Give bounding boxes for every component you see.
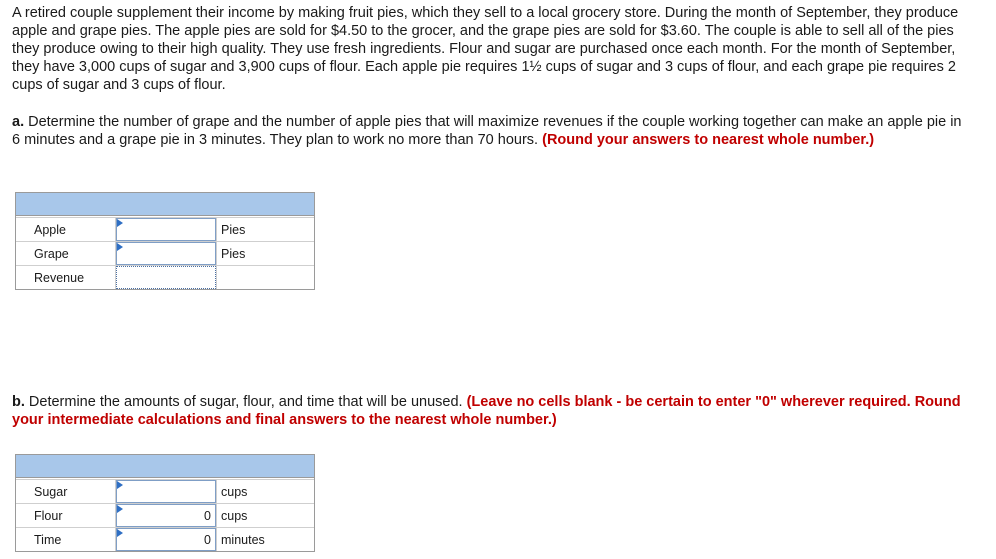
part-b-text: Determine the amounts of sugar, flour, and time that will be unused.: [24, 394, 467, 410]
part-a-instruction: (Round your answers to nearest whole number.): [542, 132, 875, 148]
part-b-question: [12, 393, 962, 429]
input-value: 0: [204, 508, 211, 523]
table-header: [16, 193, 314, 216]
sugar-unused-input[interactable]: [116, 480, 216, 503]
input-flag-icon: [117, 219, 123, 227]
part-b-label: b.: [12, 394, 25, 410]
row-label: Revenue: [16, 266, 116, 289]
input-value: 0: [204, 532, 211, 547]
input-flag-icon: [117, 529, 123, 537]
unit-label: [216, 266, 314, 289]
table-row-revenue: [16, 265, 314, 289]
table-row-apple: [16, 217, 314, 241]
part-a-text: Determine the number of grape and the number of apple pies that will maximize revenues if the couple working together can make an apple pie in 6 minutes and a grape pie in 3 minutes. They plan to work no more than 70 hours.: [12, 114, 962, 148]
part-a-question: [12, 113, 962, 149]
part-b-answer-table: [15, 454, 315, 552]
table-header: [16, 455, 314, 478]
grape-pies-input[interactable]: [116, 242, 216, 265]
unit-label: cups: [216, 504, 314, 527]
flour-unused-input[interactable]: [116, 504, 216, 527]
unit-label: minutes: [216, 528, 314, 551]
row-label: Time: [16, 528, 116, 551]
time-unused-input[interactable]: [116, 528, 216, 551]
part-a-answer-table: [15, 192, 315, 290]
revenue-field: [116, 266, 216, 289]
unit-label: cups: [216, 480, 314, 503]
row-label: Flour: [16, 504, 116, 527]
input-flag-icon: [117, 505, 123, 513]
table-row-flour: [16, 503, 314, 527]
part-a-label: a.: [12, 114, 25, 130]
row-label: Grape: [16, 242, 116, 265]
unit-label: Pies: [216, 242, 314, 265]
row-label: Sugar: [16, 480, 116, 503]
row-label: Apple: [16, 218, 116, 241]
unit-label: Pies: [216, 218, 314, 241]
apple-pies-input[interactable]: [116, 218, 216, 241]
input-flag-icon: [117, 481, 123, 489]
input-flag-icon: [117, 243, 123, 251]
table-row-sugar: [16, 479, 314, 503]
part-b-instruction: (Leave no cells blank - be certain to enter "0" wherever required. Round your intermediate calculations and final answers to the nearest whole number.): [12, 394, 961, 428]
problem-statement: A retired couple supplement their income by making fruit pies, which they sell to a local grocery store. During the month of September, they produce apple and grape pies. The apple pies are sold for $4.50 to the grocer, and the grape pies are sold for $3.60. The couple is able to sell all of the pies they produce owing to their high quality. They use fresh ingredients. Flour and sugar are purchased once each month. For the month of September, they have 3,000 cups of sugar and 3,900 cups of flour. Each apple pie requires 1½ cups of sugar and 3 cups of flour, and each grape pie requires 2 cups of sugar and 3 cups of flour.: [12, 5, 959, 93]
table-row-grape: [16, 241, 314, 265]
table-row-time: [16, 527, 314, 551]
